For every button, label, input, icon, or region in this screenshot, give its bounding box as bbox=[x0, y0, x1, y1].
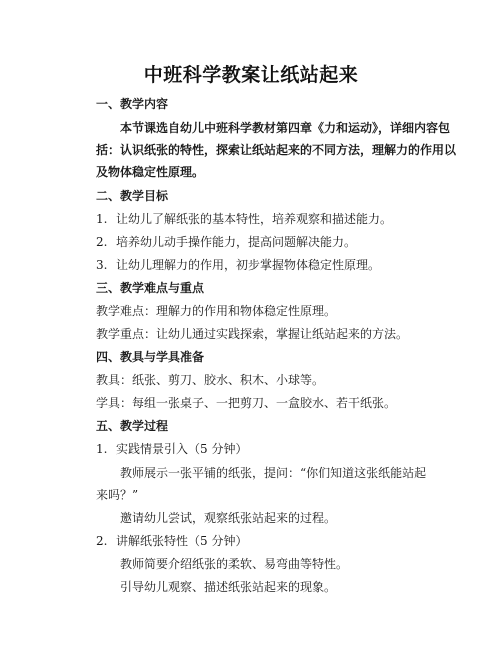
step2-para-2: 引导幼儿观察、描述纸张站起来的现象。 bbox=[120, 580, 337, 594]
objective-text: 让幼儿理解力的作用，初步掌握物体稳定性原理。 bbox=[116, 258, 381, 272]
objective-item bbox=[96, 211, 416, 227]
content-para-line-2: 括：认识纸张的特性，探索让纸站起来的不同方法，理解力的作用以 bbox=[96, 143, 457, 157]
section-heading-process: 五、教学过程 bbox=[96, 419, 169, 433]
objective-item bbox=[96, 257, 416, 273]
content-para-line-1: 本节课选自幼儿中班科学教材第四章《力和运动》，详细内容包 bbox=[120, 121, 451, 135]
section-heading-content: 一、教学内容 bbox=[96, 97, 169, 111]
focus-text: 教学重点：让幼儿通过实践探索，掌握让纸站起来的方法。 bbox=[96, 327, 409, 341]
process-step bbox=[96, 441, 416, 457]
step-number: 2. bbox=[96, 534, 108, 548]
step-title: 讲解纸张特性（5 分钟） bbox=[116, 534, 248, 548]
content-para-line-3: 及物体稳定性原理。 bbox=[96, 165, 205, 179]
process-step bbox=[96, 533, 416, 549]
section-heading-tools: 四、教具与学具准备 bbox=[96, 350, 205, 364]
teacher-tools-text: 教具：纸张、剪刀、胶水、积木、小球等。 bbox=[96, 373, 325, 387]
step2-para-1: 教师简要介绍纸张的柔软、易弯曲等特性。 bbox=[120, 557, 349, 571]
step1-para-line-2: 来吗？” bbox=[96, 488, 139, 502]
step1-para-2: 邀请幼儿尝试，观察纸张站起来的过程。 bbox=[120, 511, 337, 525]
objective-item bbox=[96, 234, 416, 250]
document-title: 中班科学教案让纸站起来 bbox=[143, 64, 359, 86]
step-number: 1. bbox=[96, 442, 108, 456]
objective-number: 2. bbox=[96, 235, 108, 249]
step1-para-line-1: 教师展示一张平铺的纸张，提问：“你们知道这张纸能站起 bbox=[120, 466, 427, 480]
section-heading-difficulty: 三、教学难点与重点 bbox=[96, 281, 205, 295]
student-tools-text: 学具：每组一张桌子、一把剪刀、一盒胶水、若干纸张。 bbox=[96, 396, 397, 410]
difficulty-text: 教学难点：理解力的作用和物体稳定性原理。 bbox=[96, 304, 337, 318]
objective-text: 培养幼儿动手操作能力，提高问题解决能力。 bbox=[116, 235, 357, 249]
objective-text: 让幼儿了解纸张的基本特性，培养观察和描述能力。 bbox=[116, 212, 393, 226]
section-heading-objectives: 二、教学目标 bbox=[96, 189, 169, 203]
step-title: 实践情景引入（5 分钟） bbox=[116, 442, 248, 456]
objective-number: 3. bbox=[96, 258, 108, 272]
objective-number: 1. bbox=[96, 212, 108, 226]
